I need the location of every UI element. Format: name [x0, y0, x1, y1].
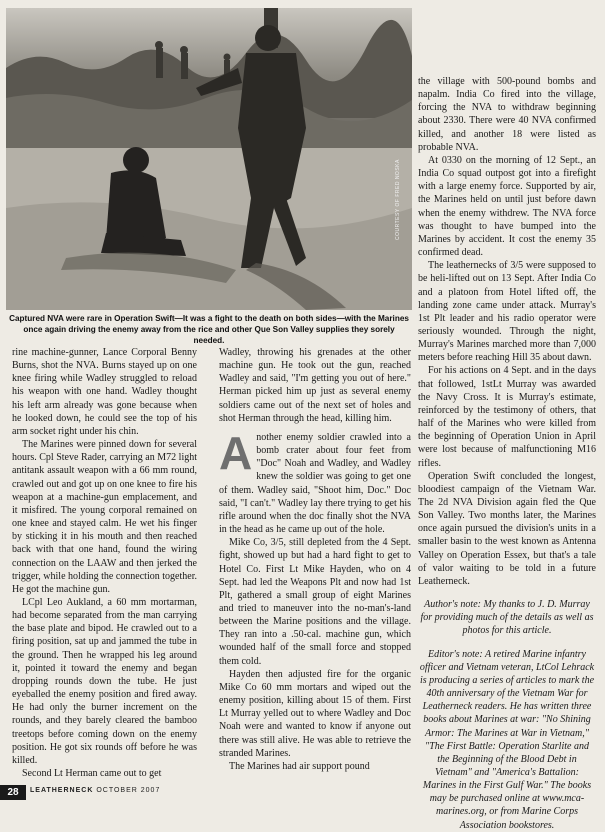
article-column-1 — [12, 346, 197, 780]
paragraph: Mike Co, 3/5, still depleted from the 4 Sept. fight, showed up but had a hard fight to get to Hotel Co. First Lt Mike Hayden, who on 4 Sept. had led the Weapons Plt and now had 1st Plt, gathered a small group of eight Marines and tried to maneuver into the no-man's-land between the Marine positions and the village. They ran into a .50-cal. machine gun, which wounded half of the small force and stopped them cold. — [219, 537, 411, 667]
paragraph: Wadley, throwing his grenades at the other machine gun. He took out the gun, reached Wadley and said, "I'm getting you out of here." Herman picked him up just as several enemy soldiers came out of the next set of holes and shot Herman through the head, killing him. — [219, 347, 411, 424]
article-column-3 — [418, 75, 596, 832]
photo-illustration — [6, 8, 412, 310]
magazine-title: LEATHERNECK — [30, 787, 94, 794]
dropcap-paragraph — [219, 426, 411, 536]
paragraph-text: nother enemy soldier crawled into a bomb crater about four feet from "Doc" Noah and Wadley, and Wadley knew the soldier was going to get one of them. Wadley said, "Shoot him, Doc." Doc said, "I can't." Wadley lay there trying to get his rifle around when the doc finally shot the NVA in the head as he came up out of the hole. — [219, 431, 411, 536]
paragraph: Hayden then adjusted fire for the organic Mike Co 60 mm mortars and wiped out the enemy position, killing about 15 of them. First Lt Murray yelled out to where Wadley and Doc Noah were and wanted to know if anyone out there was still alive. He was able to retrieve the stranded Marines. — [219, 668, 411, 759]
editors-note: Editor's note: A retired Marine infantry officer and Vietnam veteran, LtCol Lehrack is producing a series of articles to mark the 40th anniversary of the Vietnam War for Leatherneck readers. He has written three books about Marines at war: "No Shining Armor: The Marines at War in Vietnam," "The First Battle: Operation Starlite and the Beginning of the Blood Debt in Vietnam" and "America's Battalion: Marines in the First Gulf War." The books may be purchased online at www.mca-marines.org, or from Marine Corps Association bookstores. — [419, 648, 595, 831]
paragraph: Operation Swift concluded the longest, bloodiest campaign of the Vietnam War. The 2d NVA Division again fled the Que Son Valley. Two months later, the Marines once again pursued the division's units in a smaller basin to the west known as Antenna Valley on Operation Essex, but that's a tale of valor waiting to be told in a future Leatherneck. — [418, 470, 596, 587]
article-photo — [6, 8, 412, 310]
paragraph: The Marines were pinned down for several hours. Cpl Steve Rader, carrying an M72 light antitank assault weapon with a 66 mm round, crawled out and got up on one knee to fire his weapon at a machine-gun emplacement, and it misfired. The young corporal remained on one knee and stayed calm. He wet his finger by sticking it in his mouth and then reached back with that one hand, found the wiring connection on the LAAW and then jerked the trigger, while holding the connection together. He got the machine gun. — [12, 439, 197, 595]
paragraph: Second Lt Herman came out to get — [22, 768, 162, 779]
paragraph: At 0330 on the morning of 12 Sept., an India Co squad outpost got into a firefight with a large enemy force. Supported by air, the Marines held on until just before dawn when the enemy withdrew. The NVA force was thought to have bumped into the Marines by accident. It cost the enemy 35 confirmed dead. — [418, 154, 596, 259]
issue-date: OCTOBER 2007 — [96, 787, 161, 794]
photo-caption: Captured NVA were rare in Operation Swift—It was a fight to the death on both sides—with the Marines once again driving the enemy away from the rice and other Que Son Valley supplies they sorely needed. — [9, 314, 409, 345]
paragraph: The Marines had air support pound — [229, 760, 370, 772]
page-number: 28 — [0, 785, 26, 800]
article-column-2 — [219, 346, 411, 773]
paragraph: the village with 500-pound bombs and napalm. India Co fired into the village, forcing the NVA to withdraw beginning about 2330. There were 40 NVA confirmed killed, and another 18 were listed as probable NVA. — [418, 76, 596, 153]
photo-credit: COURTESY OF FRED NOSKA — [395, 159, 401, 241]
magazine-name — [30, 787, 160, 794]
paragraph: rine machine-gunner, Lance Corporal Benny Burns, shot the NVA. Burns stayed up on one knee firing while Wadley struggled to reload his weapon with one hand. Wadley thought his left arm already was gone because when he looked down, he could see the top of his arm socket right under his chin. — [12, 347, 197, 437]
page-footer — [0, 785, 605, 800]
authors-note: Author's note: My thanks to J. D. Murray for providing much of the details as well as photos for this article. — [420, 599, 594, 637]
paragraph: LCpl Leo Aukland, a 60 mm mortarman, had become separated from the man carrying the base plate and bipod. He crawled out to a firing position, sat up and jammed the tube in the ground. Then he wrapped his leg around it, pointed it toward the enemy and began dropping rounds down the tube. He just eyeballed the enemy position and fired away. He had only the burner increment on the rounds, and they barely cleared the bamboo treetops before coming down on the enemy position. He got six rounds off before he was killed. — [12, 596, 197, 766]
drop-cap: A — [219, 426, 253, 479]
paragraph: The leathernecks of 3/5 were supposed to be heli-lifted out on 13 Sept. After India Co and a platoon from Hotel lifted off, the landing zone came under attack. Murray's 1st Plt leader and his radio operator were seriously wounded. Through the night, Murray's Marines marched more than 7,000 meters before reaching Hill 35 about dawn. — [418, 260, 596, 364]
paragraph: For his actions on 4 Sept. and in the days that followed, 1stLt Murray was awarded the Navy Cross. It is Murray's estimate, reinforced by the testimony of others, that half of the Marines who were killed from the beginning of Operation Union in April were lost because of malfunctioning M16 rifles. — [418, 365, 596, 469]
